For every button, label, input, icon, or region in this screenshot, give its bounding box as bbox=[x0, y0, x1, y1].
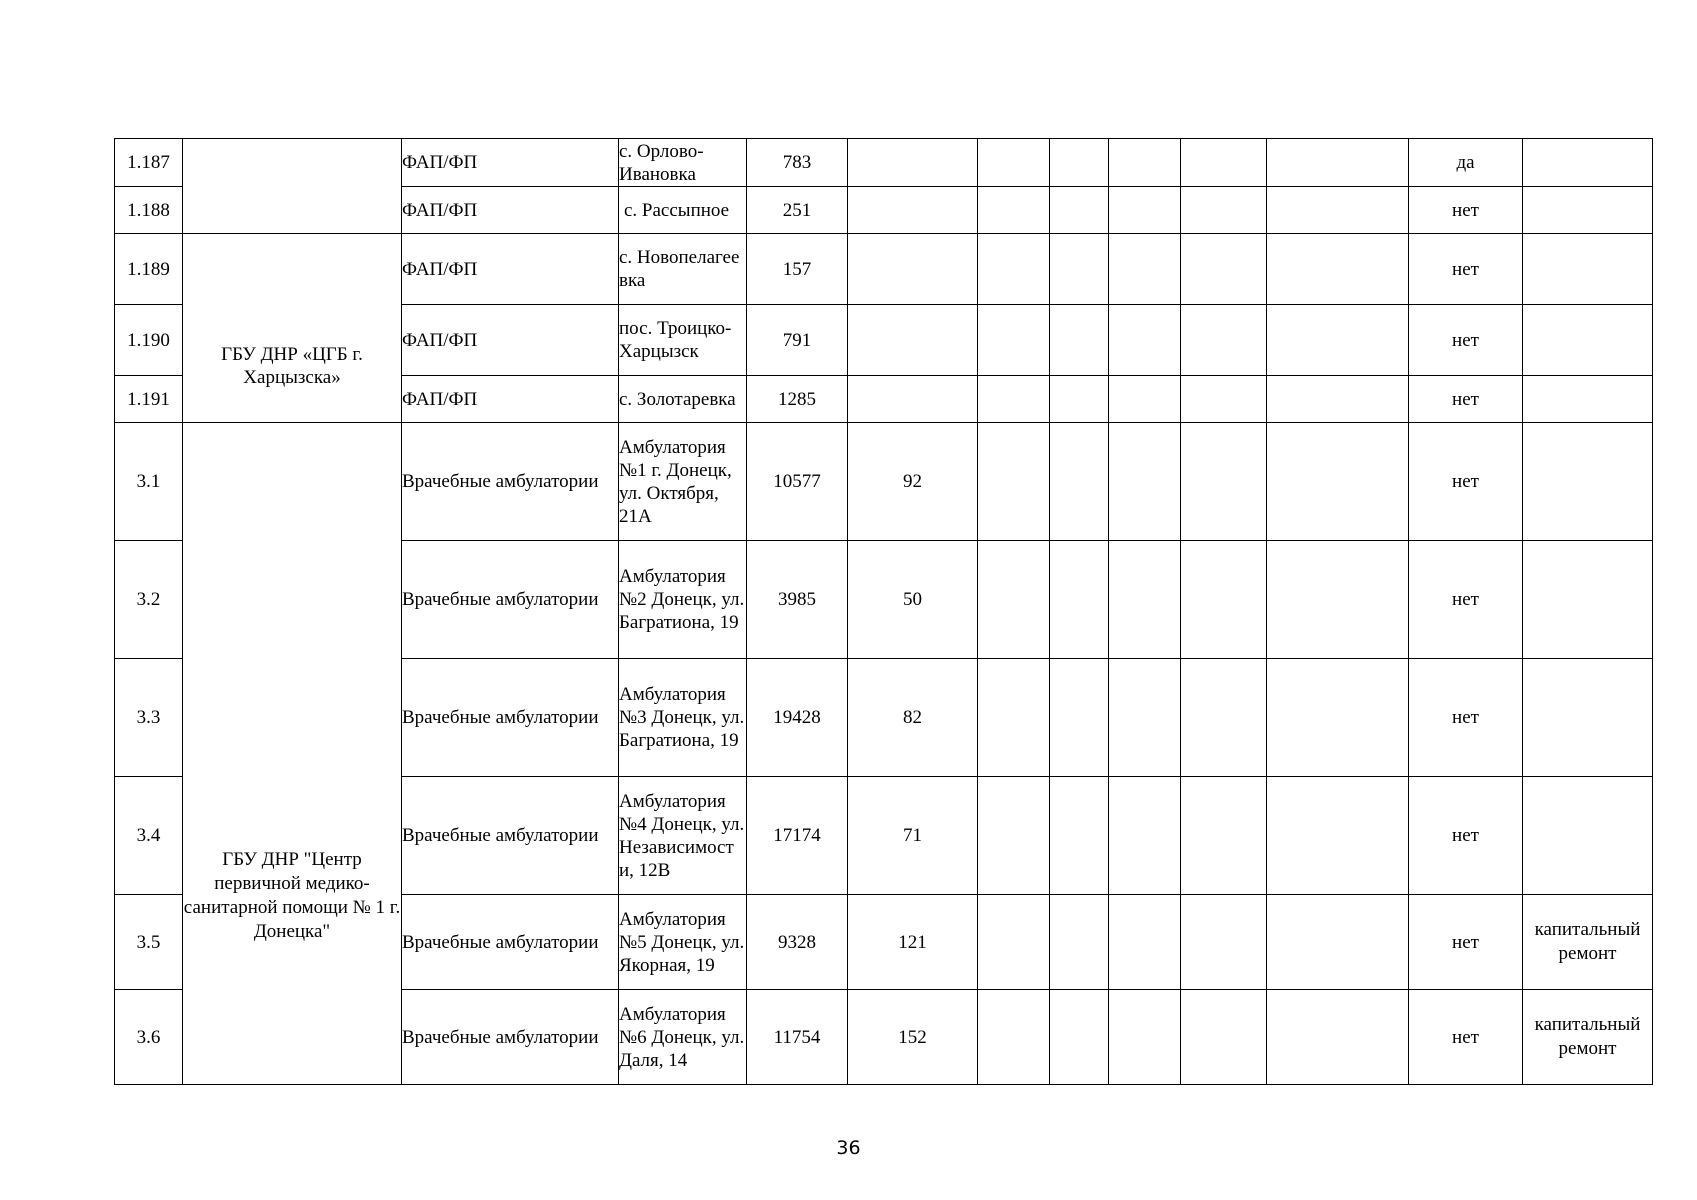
population-value: 17174 bbox=[747, 777, 848, 895]
empty-cell bbox=[1181, 305, 1267, 376]
empty-cell bbox=[1267, 895, 1409, 990]
empty-cell bbox=[978, 895, 1050, 990]
row-number: 3.2 bbox=[115, 541, 183, 659]
page-number: 36 bbox=[836, 1137, 861, 1159]
facility-place: с. Золотаревка bbox=[619, 376, 747, 423]
empty-cell bbox=[1109, 376, 1181, 423]
row-number: 1.188 bbox=[115, 187, 183, 234]
population-value: 251 bbox=[747, 187, 848, 234]
population-value: 783 bbox=[747, 139, 848, 187]
empty-cell bbox=[1267, 777, 1409, 895]
empty-cell bbox=[1181, 187, 1267, 234]
empty-cell bbox=[1267, 376, 1409, 423]
empty-cell bbox=[1267, 541, 1409, 659]
empty-cell bbox=[1109, 423, 1181, 541]
yes-no-value: нет bbox=[1409, 187, 1523, 234]
empty-cell bbox=[1050, 234, 1109, 305]
facility-place: Амбулатория №2 Донецк, ул. Багратиона, 19 bbox=[619, 541, 747, 659]
empty-cell bbox=[1181, 234, 1267, 305]
empty-cell bbox=[1109, 541, 1181, 659]
table-row bbox=[115, 234, 1653, 305]
empty-cell bbox=[1050, 659, 1109, 777]
empty-cell bbox=[978, 234, 1050, 305]
empty-cell bbox=[978, 541, 1050, 659]
row-number: 3.4 bbox=[115, 777, 183, 895]
yes-no-value: нет bbox=[1409, 895, 1523, 990]
empty-cell bbox=[1181, 659, 1267, 777]
capacity-value bbox=[848, 187, 978, 234]
empty-cell bbox=[1109, 990, 1181, 1085]
empty-cell bbox=[1109, 187, 1181, 234]
empty-cell bbox=[1050, 305, 1109, 376]
facility-type: ФАП/ФП bbox=[402, 234, 619, 305]
capacity-value bbox=[848, 234, 978, 305]
org-name: ГБУ ДНР "Центр первичной медико-санитарной помощи № 1 г. Донецка" bbox=[183, 848, 401, 942]
population-value: 791 bbox=[747, 305, 848, 376]
work-type bbox=[1523, 423, 1653, 541]
facility-type: Врачебные амбулатории bbox=[402, 895, 619, 990]
capacity-value bbox=[848, 376, 978, 423]
capacity-value: 50 bbox=[848, 541, 978, 659]
facility-place: Амбулатория №1 г. Донецк, ул. Октября, 21А bbox=[619, 423, 747, 541]
empty-cell bbox=[1181, 895, 1267, 990]
facility-type: Врачебные амбулатории bbox=[402, 541, 619, 659]
work-type: капитальный ремонт bbox=[1523, 990, 1653, 1085]
empty-cell bbox=[978, 187, 1050, 234]
capacity-value: 82 bbox=[848, 659, 978, 777]
work-type bbox=[1523, 187, 1653, 234]
facility-place: с. Новопелагеевка bbox=[619, 234, 747, 305]
empty-cell bbox=[1109, 234, 1181, 305]
empty-cell bbox=[1267, 305, 1409, 376]
row-number: 3.1 bbox=[115, 423, 183, 541]
work-type bbox=[1523, 139, 1653, 187]
yes-no-value: нет bbox=[1409, 234, 1523, 305]
work-type bbox=[1523, 234, 1653, 305]
org-cell bbox=[183, 423, 402, 1085]
row-number: 3.3 bbox=[115, 659, 183, 777]
yes-no-value: да bbox=[1409, 139, 1523, 187]
empty-cell bbox=[1181, 777, 1267, 895]
empty-cell bbox=[1109, 777, 1181, 895]
row-number: 1.187 bbox=[115, 139, 183, 187]
capacity-value: 121 bbox=[848, 895, 978, 990]
empty-cell bbox=[1050, 990, 1109, 1085]
empty-cell bbox=[1267, 659, 1409, 777]
empty-cell bbox=[978, 659, 1050, 777]
work-type bbox=[1523, 659, 1653, 777]
table-row bbox=[115, 423, 1653, 541]
yes-no-value: нет bbox=[1409, 305, 1523, 376]
facility-place: с. Орлово-Ивановка bbox=[619, 139, 747, 187]
work-type bbox=[1523, 305, 1653, 376]
work-type bbox=[1523, 777, 1653, 895]
facility-type: Врачебные амбулатории bbox=[402, 990, 619, 1085]
empty-cell bbox=[1267, 234, 1409, 305]
yes-no-value: нет bbox=[1409, 541, 1523, 659]
capacity-value: 71 bbox=[848, 777, 978, 895]
facility-type: ФАП/ФП bbox=[402, 305, 619, 376]
population-value: 9328 bbox=[747, 895, 848, 990]
capacity-value: 92 bbox=[848, 423, 978, 541]
yes-no-value: нет bbox=[1409, 990, 1523, 1085]
population-value: 10577 bbox=[747, 423, 848, 541]
empty-cell bbox=[1109, 659, 1181, 777]
row-number: 3.6 bbox=[115, 990, 183, 1085]
empty-cell bbox=[1109, 305, 1181, 376]
facility-place: Амбулатория №4 Донецк, ул. Независимости, 12В bbox=[619, 777, 747, 895]
empty-cell bbox=[1267, 139, 1409, 187]
empty-cell bbox=[1050, 541, 1109, 659]
empty-cell bbox=[1267, 187, 1409, 234]
work-type: капитальный ремонт bbox=[1523, 895, 1653, 990]
empty-cell bbox=[1050, 895, 1109, 990]
org-cell bbox=[183, 234, 402, 423]
facility-place: с. Рассыпное bbox=[619, 187, 747, 234]
capacity-value bbox=[848, 139, 978, 187]
facility-place: Амбулатория №5 Донецк, ул. Якорная, 19 bbox=[619, 895, 747, 990]
empty-cell bbox=[1050, 139, 1109, 187]
empty-cell bbox=[1267, 423, 1409, 541]
empty-cell bbox=[978, 777, 1050, 895]
facility-type: Врачебные амбулатории bbox=[402, 423, 619, 541]
org-cell-empty bbox=[183, 139, 402, 234]
facility-type: Врачебные амбулатории bbox=[402, 659, 619, 777]
facility-type: ФАП/ФП bbox=[402, 139, 619, 187]
empty-cell bbox=[1050, 187, 1109, 234]
empty-cell bbox=[1181, 990, 1267, 1085]
empty-cell bbox=[1050, 376, 1109, 423]
facility-place: пос. Троицко-Харцызск bbox=[619, 305, 747, 376]
facility-table bbox=[114, 138, 1653, 1085]
empty-cell bbox=[1050, 777, 1109, 895]
yes-no-value: нет bbox=[1409, 659, 1523, 777]
population-value: 11754 bbox=[747, 990, 848, 1085]
empty-cell bbox=[1267, 990, 1409, 1085]
yes-no-value: нет bbox=[1409, 423, 1523, 541]
work-type bbox=[1523, 376, 1653, 423]
empty-cell bbox=[1181, 376, 1267, 423]
empty-cell bbox=[978, 376, 1050, 423]
row-number: 1.190 bbox=[115, 305, 183, 376]
yes-no-value: нет bbox=[1409, 777, 1523, 895]
facility-type: ФАП/ФП bbox=[402, 187, 619, 234]
row-number: 1.189 bbox=[115, 234, 183, 305]
empty-cell bbox=[1181, 423, 1267, 541]
empty-cell bbox=[1109, 139, 1181, 187]
empty-cell bbox=[1050, 423, 1109, 541]
population-value: 3985 bbox=[747, 541, 848, 659]
population-value: 157 bbox=[747, 234, 848, 305]
empty-cell bbox=[978, 423, 1050, 541]
empty-cell bbox=[978, 990, 1050, 1085]
row-number: 3.5 bbox=[115, 895, 183, 990]
row-number: 1.191 bbox=[115, 376, 183, 423]
capacity-value: 152 bbox=[848, 990, 978, 1085]
yes-no-value: нет bbox=[1409, 376, 1523, 423]
table-row bbox=[115, 139, 1653, 187]
facility-place: Амбулатория №3 Донецк, ул. Багратиона, 19 bbox=[619, 659, 747, 777]
empty-cell bbox=[1181, 541, 1267, 659]
work-type bbox=[1523, 541, 1653, 659]
capacity-value bbox=[848, 305, 978, 376]
empty-cell bbox=[978, 305, 1050, 376]
population-value: 19428 bbox=[747, 659, 848, 777]
org-name: ГБУ ДНР «ЦГБ г. Харцызска» bbox=[221, 343, 363, 388]
facility-place: Амбулатория №6 Донецк, ул. Даля, 14 bbox=[619, 990, 747, 1085]
empty-cell bbox=[978, 139, 1050, 187]
population-value: 1285 bbox=[747, 376, 848, 423]
facility-type: Врачебные амбулатории bbox=[402, 777, 619, 895]
empty-cell bbox=[1109, 895, 1181, 990]
empty-cell bbox=[1181, 139, 1267, 187]
facility-type: ФАП/ФП bbox=[402, 376, 619, 423]
